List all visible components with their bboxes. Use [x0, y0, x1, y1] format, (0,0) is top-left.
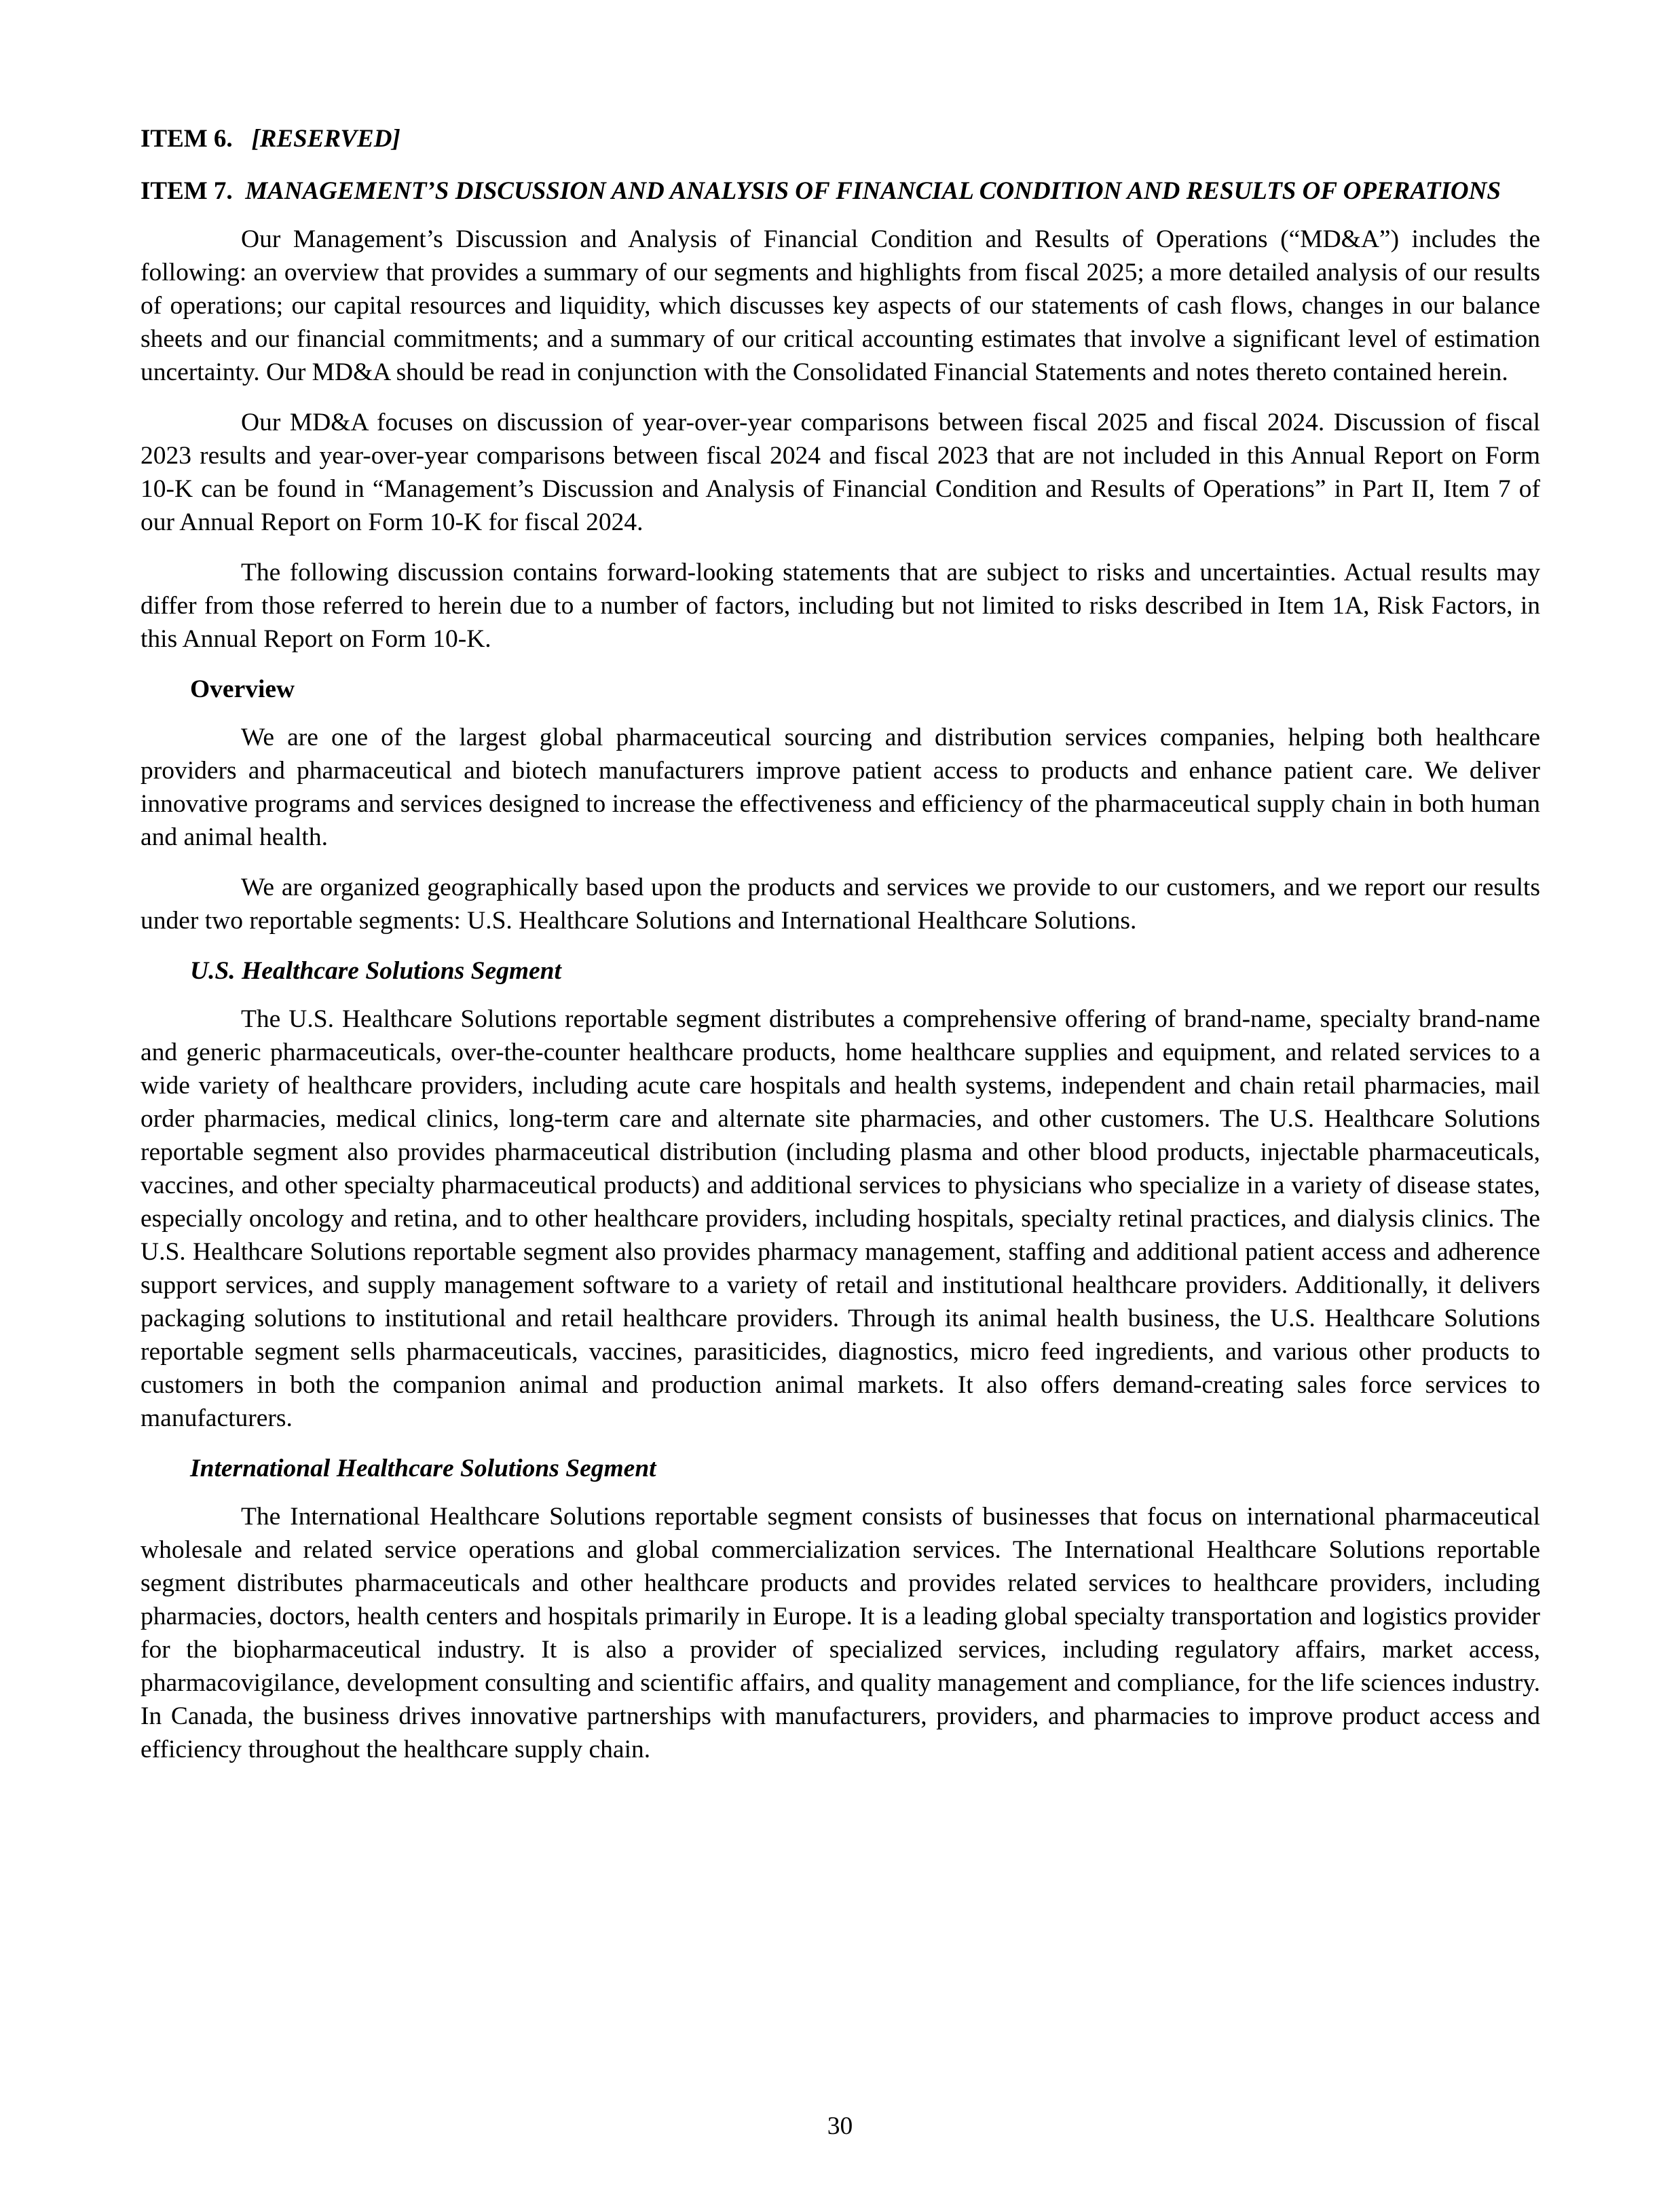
- us-segment-paragraph: The U.S. Healthcare Solutions reportable segment distributes a comprehensive offering of brand-name, specialty brand-name and generic pharmaceuticals, over-the-counter healthcare products, home healthcare supplies and equipment, and related services to a wide variety of healthcare providers, including acute care hospitals and health systems, independent and chain retail pharmacies, mail order pharmacies, medical clinics, long-term care and alternate site pharmacies, and other customers. The U.S. Healthcare Solutions reportable segment also provides pharmaceutical distribution (including plasma and other blood products, injectable pharmaceuticals, vaccines, and other specialty pharmaceutical products) and additional services to physicians who specialize in a variety of disease states, especially oncology and retina, and to other healthcare providers, including hospitals, specialty retinal practices, and dialysis clinics. The U.S. Healthcare Solutions reportable segment also provides pharmacy management, staffing and additional patient access and adherence support services, and supply management software to a variety of retail and institutional healthcare providers. Additionally, it delivers packaging solutions to institutional and retail healthcare providers. Through its animal health business, the U.S. Healthcare Solutions reportable segment sells pharmaceuticals, vaccines, parasiticides, diagnostics, micro feed ingredients, and various other products to customers in both the companion animal and production animal markets. It also offers demand-creating sales force services to manufacturers.: [141, 1005, 1540, 1432]
- intro-paragraph: Our Management’s Discussion and Analysis of Financial Condition and Results of Operations (“MD&A”) includes the following: an overview that provides a summary of our segments and highlights from fiscal 2025; a more detailed analysis of our results of operations; our capital resources and liquidity, which discusses key aspects of our statements of cash flows, changes in our balance sheets and our financial commitments; and a summary of our critical accounting estimates that involve a significant level of estimation uncertainty. Our MD&A should be read in conjunction with the Consolidated Financial Statements and notes thereto contained herein.: [141, 225, 1540, 386]
- us-segment-heading: U.S. Healthcare Solutions Segment: [190, 957, 561, 985]
- document-page: [141, 0, 1540, 1766]
- intl-segment-heading: International Healthcare Solutions Segment: [190, 1455, 656, 1482]
- intro-paragraph: The following discussion contains forward-looking statements that are subject to risks and uncertainties. Actual results may differ from those referred to herein due to a number of factors, including but not limited to risks described in Item 1A, Risk Factors, in this Annual Report on Form 10-K.: [141, 559, 1540, 653]
- page-number: 30: [827, 2112, 853, 2140]
- item-7-title: MANAGEMENT’S DISCUSSION AND ANALYSIS OF FINANCIAL CONDITION AND RESULTS OF OPERATIONS: [245, 177, 1501, 205]
- item-6-number: ITEM 6.: [141, 125, 233, 153]
- item-6-heading: [141, 122, 1540, 155]
- intro-paragraph: Our MD&A focuses on discussion of year-over-year comparisons between fiscal 2025 and fiscal 2024. Discussion of fiscal 2023 results and year-over-year comparisons between fiscal 2024 and fiscal 2023 that are not included in this Annual Report on Form 10-K can be found in “Management’s Discussion and Analysis of Financial Condition and Results of Operations” in Part II, Item 7 of our Annual Report on Form 10-K for fiscal 2024.: [141, 409, 1540, 536]
- item-7-number: ITEM 7.: [141, 177, 233, 205]
- overview-heading: Overview: [190, 675, 295, 703]
- intl-segment-paragraph: The International Healthcare Solutions reportable segment consists of businesses that focus on international pharmaceutical wholesale and related service operations and global commercialization services. The International Healthcare Solutions reportable segment distributes pharmaceuticals and other healthcare products and provides related services to healthcare providers, including pharmacies, doctors, health centers and hospitals primarily in Europe. It is a leading global specialty transportation and logistics provider for the biopharmaceutical industry. It is also a provider of specialized services, including regulatory affairs, market access, pharmacovigilance, development consulting and scientific affairs, and quality management and compliance, for the life sciences industry. In Canada, the business drives innovative partnerships with manufacturers, providers, and pharmacies to improve product access and efficiency throughout the healthcare supply chain.: [141, 1503, 1540, 1763]
- overview-paragraph: We are organized geographically based upon the products and services we provide to our customers, and we report our results under two reportable segments: U.S. Healthcare Solutions and International Healthcare Solutions.: [141, 874, 1540, 935]
- item-7-heading: [141, 174, 1540, 208]
- item-6-title: [RESERVED]: [251, 125, 400, 153]
- overview-paragraph: We are one of the largest global pharmaceutical sourcing and distribution services companies, helping both healthcare providers and pharmaceutical and biotech manufacturers improve patient access to products and enhance patient care. We deliver innovative programs and services designed to increase the effectiveness and efficiency of the pharmaceutical supply chain in both human and animal health.: [141, 724, 1540, 851]
